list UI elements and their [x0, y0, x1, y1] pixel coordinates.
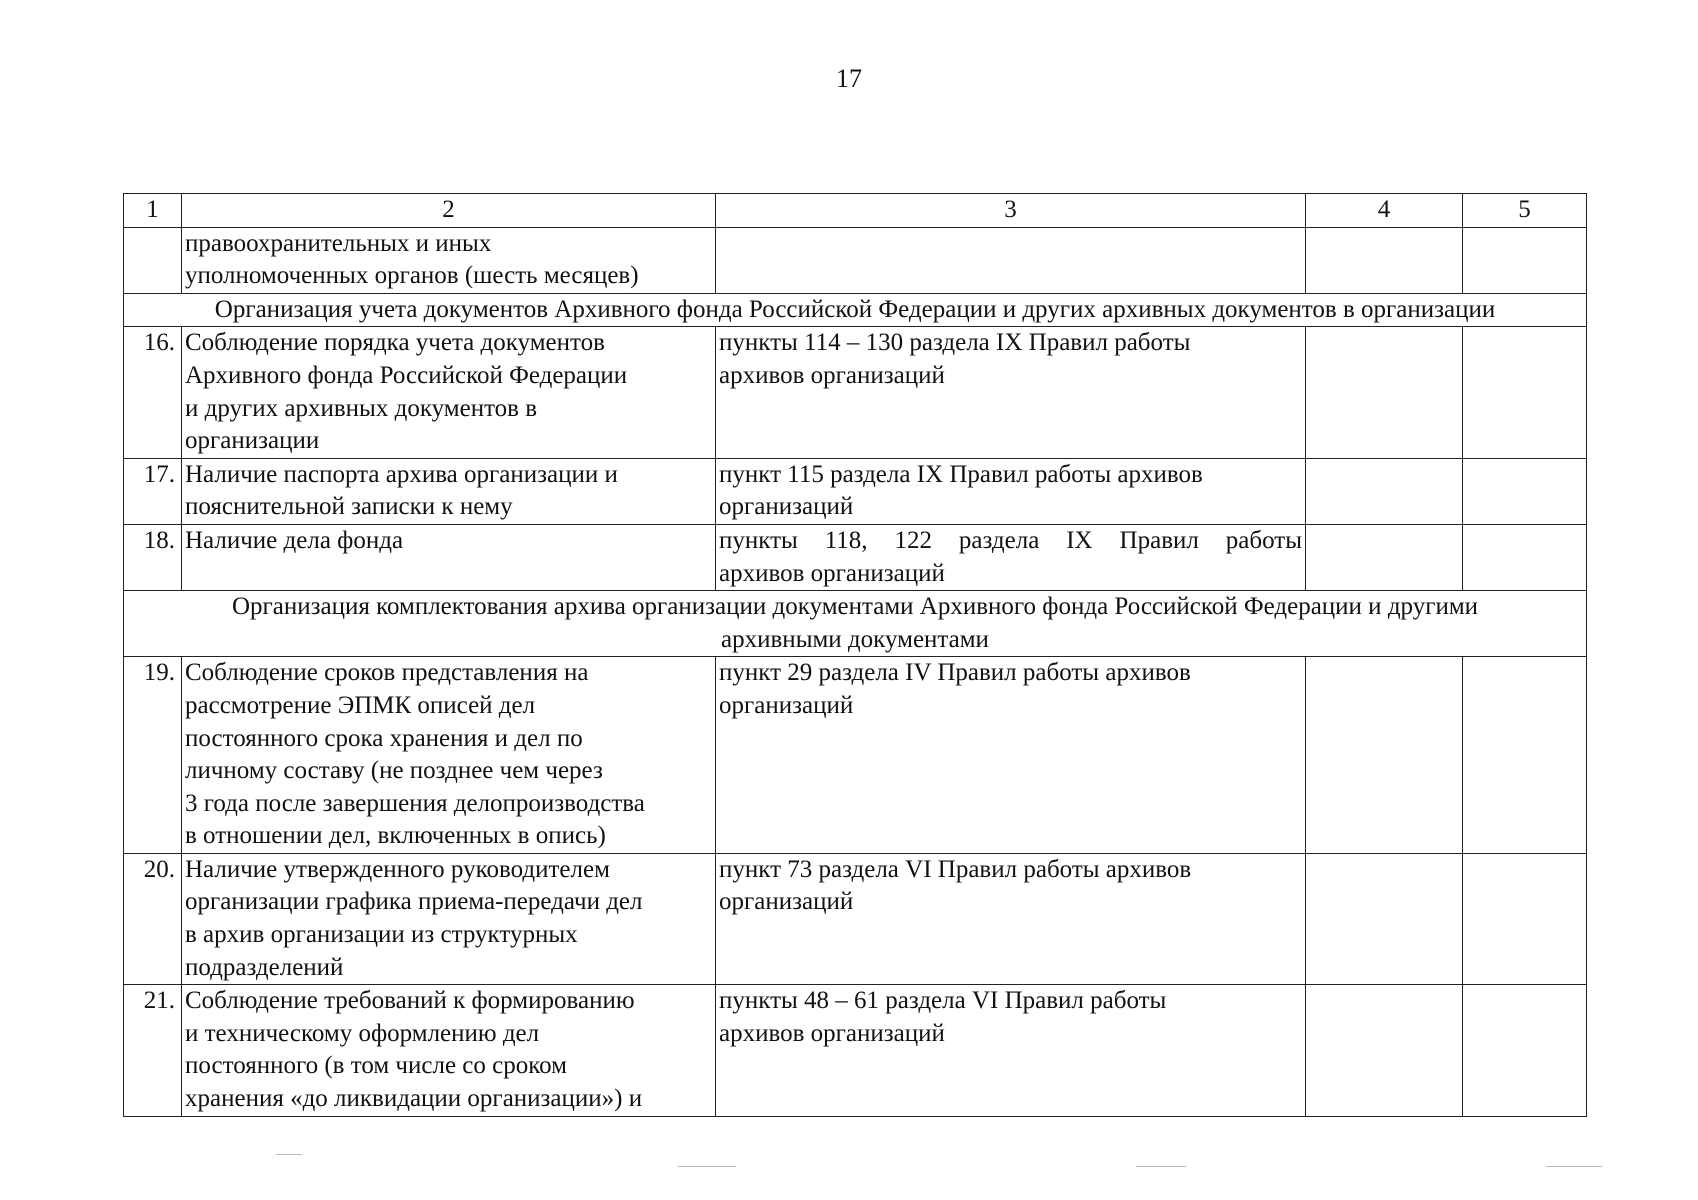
- row-number: 18.: [124, 524, 182, 590]
- text-line: постоянного срока хранения и дел по: [185, 724, 583, 752]
- section-heading-row: [124, 293, 1587, 327]
- empty-cell-4: [1306, 327, 1463, 458]
- text-line: в отношении дел, включенных в опись): [185, 822, 606, 850]
- scan-artifact: [276, 1154, 302, 1155]
- text-line: пункты 114 – 130 раздела IX Правил работы: [719, 329, 1191, 357]
- text-line: правоохранительных и иных: [185, 229, 492, 257]
- requirement-cell: [182, 985, 716, 1116]
- column-header-4: 4: [1306, 194, 1463, 228]
- text-line: пункт 29 раздела IV Правил работы архивов: [719, 659, 1191, 687]
- text-line: архивными документами: [721, 625, 989, 653]
- scan-artifact: [1546, 1166, 1602, 1167]
- empty-cell-5: [1463, 985, 1587, 1116]
- reference-cell: [716, 985, 1306, 1116]
- row-number: 17.: [124, 458, 182, 524]
- empty-cell-4: [1306, 853, 1463, 984]
- empty-cell-5: [1463, 458, 1587, 524]
- reference-cell: [716, 853, 1306, 984]
- text-line: архивов организаций: [719, 1019, 945, 1047]
- page-number: 17: [836, 64, 862, 93]
- text-line: Соблюдение порядка учета документов: [185, 329, 605, 357]
- text-line: пояснительной записки к нему: [185, 493, 513, 521]
- text-line: пункт 115 раздела IX Правил работы архивов: [719, 460, 1203, 488]
- empty-cell-5: [1463, 227, 1587, 293]
- empty-cell-5: [1463, 853, 1587, 984]
- table-row-19: [124, 657, 1587, 854]
- text-line: Наличие дела фонда: [185, 526, 404, 554]
- table-row-16: [124, 327, 1587, 458]
- text-line: архивов организаций: [719, 361, 945, 389]
- scan-artifact: [1136, 1166, 1186, 1167]
- checklist-table: [123, 193, 1587, 1117]
- text-line: организаций: [719, 493, 854, 521]
- row-number: 21.: [124, 985, 182, 1116]
- section-heading-row: [124, 591, 1587, 657]
- text-line: Соблюдение требований к формированию: [185, 987, 635, 1015]
- text-line: хранения «до ликвидации организации») и: [185, 1085, 643, 1113]
- row-number: 19.: [124, 657, 182, 854]
- text-line: Соблюдение сроков представления на: [185, 659, 589, 687]
- column-header-5: 5: [1463, 194, 1587, 228]
- text-line: постоянного (в том числе со сроком: [185, 1052, 567, 1080]
- requirement-cell: [182, 327, 716, 458]
- reference-cell: [716, 657, 1306, 854]
- text-line: личному составу (не позднее чем через: [185, 757, 603, 785]
- text-line: организации графика приема-передачи дел: [185, 888, 643, 916]
- empty-cell-4: [1306, 524, 1463, 590]
- text-line: организации: [185, 427, 320, 455]
- column-header-1: 1: [124, 194, 182, 228]
- empty-cell-4: [1306, 985, 1463, 1116]
- reference-cell: [716, 327, 1306, 458]
- text-line: и техническому оформлению дел: [185, 1019, 540, 1047]
- row-number-cell: [124, 227, 182, 293]
- text-line: уполномоченных органов (шесть месяцев): [185, 262, 639, 290]
- column-header-row: [124, 194, 1587, 228]
- text-line: Наличие паспорта архива организации и: [185, 460, 618, 488]
- text-line: Организация комплектования архива организации документами Архивного фонда Российской Федерации и другими: [231, 593, 1479, 621]
- text-line: Наличие утвержденного руководителем: [185, 855, 610, 883]
- text-line: и других архивных документов в: [185, 394, 538, 422]
- requirement-cell: [182, 227, 716, 293]
- table-row-21: [124, 985, 1587, 1116]
- text-line: Архивного фонда Российской Федерации: [185, 361, 628, 389]
- empty-cell-4: [1306, 657, 1463, 854]
- section-heading-acquisition: [124, 591, 1587, 657]
- row-number: 20.: [124, 853, 182, 984]
- requirement-cell: [182, 853, 716, 984]
- text-line: организаций: [719, 888, 854, 916]
- text-line: пункты 118, 122 раздела IX Правил работы: [719, 526, 1302, 554]
- text-line: организаций: [719, 691, 854, 719]
- empty-cell-5: [1463, 657, 1587, 854]
- column-header-3: 3: [716, 194, 1306, 228]
- text-line: рассмотрение ЭПМК описей дел: [185, 691, 536, 719]
- empty-cell-5: [1463, 524, 1587, 590]
- requirement-cell: [182, 657, 716, 854]
- empty-cell-5: [1463, 327, 1587, 458]
- reference-cell: [716, 227, 1306, 293]
- empty-cell-4: [1306, 227, 1463, 293]
- text-line: подразделений: [185, 953, 344, 981]
- column-header-2: 2: [182, 194, 716, 228]
- table-row-17: [124, 458, 1587, 524]
- text-line: архивов организаций: [719, 559, 945, 587]
- table-row-20: [124, 853, 1587, 984]
- row-number: 16.: [124, 327, 182, 458]
- text-line: пункт 73 раздела VI Правил работы архивов: [719, 855, 1192, 883]
- scan-artifact: [678, 1166, 736, 1167]
- text-line: в архив организации из структурных: [185, 921, 578, 949]
- empty-cell-4: [1306, 458, 1463, 524]
- table-row-18: [124, 524, 1587, 590]
- reference-cell: [716, 524, 1306, 590]
- requirement-cell: [182, 524, 716, 590]
- table-row-continuation: [124, 227, 1587, 293]
- text-line: пункты 48 – 61 раздела VI Правил работы: [719, 987, 1167, 1015]
- requirement-cell: [182, 458, 716, 524]
- text-line: 3 года после завершения делопроизводства: [185, 789, 645, 817]
- reference-cell: [716, 458, 1306, 524]
- section-heading-accounting: Организация учета документов Архивного фонда Российской Федерации и других архивных документов в организации: [124, 293, 1587, 327]
